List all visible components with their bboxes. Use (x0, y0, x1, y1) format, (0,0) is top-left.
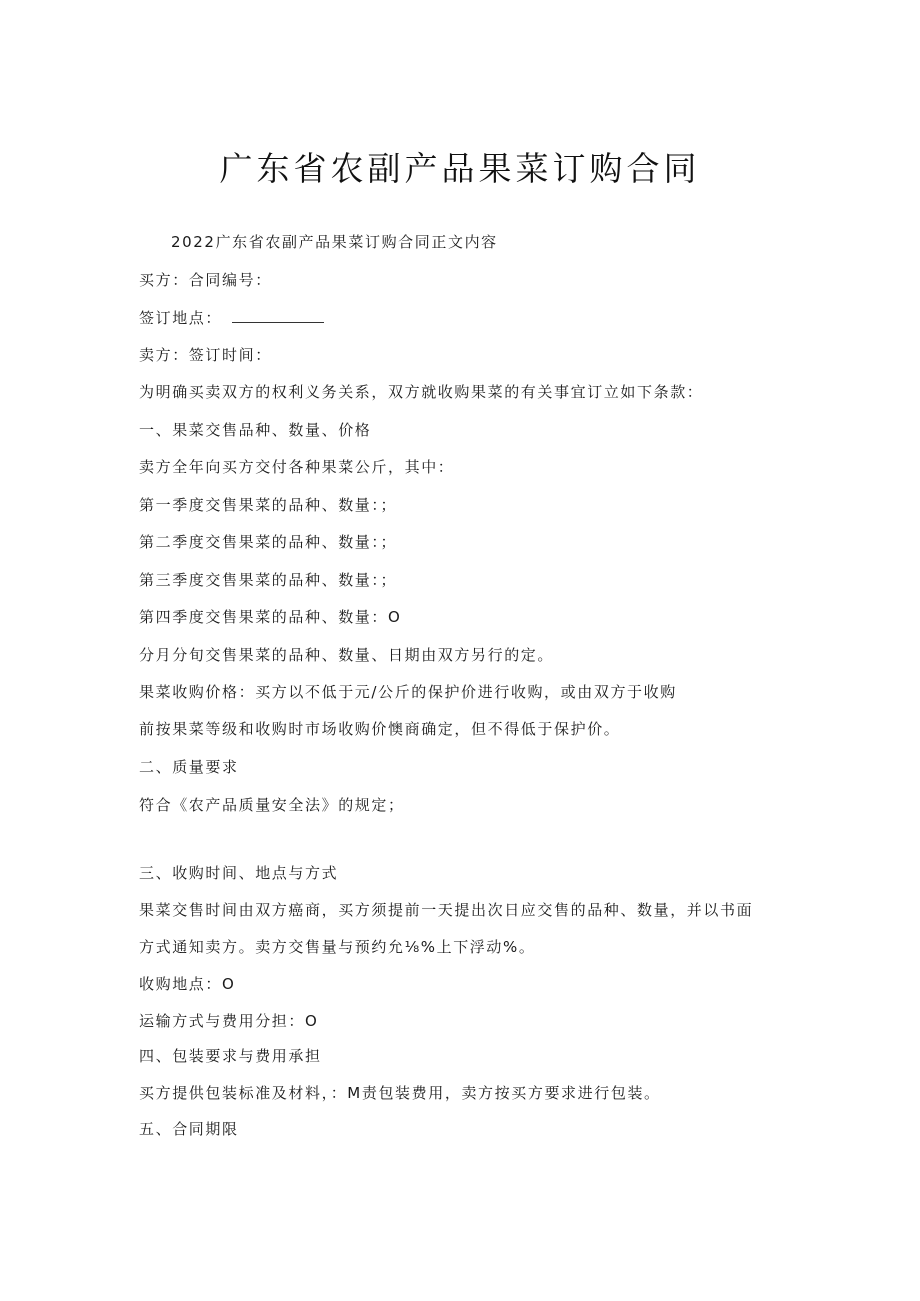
seller-sign-time-line: 卖方：签订时间： (139, 346, 272, 364)
section-2-paragraph-1: 符合《农产品质量安全法》的规定； (139, 796, 405, 814)
preamble-paragraph: 为明确买卖双方的权利义务关系，双方就收购果菜的有关事宜订立如下条款： (139, 383, 704, 401)
section-1-paragraph-2: 分月分旬交售果菜的品种、数量、日期由双方另行的定。 (139, 646, 555, 664)
quarter-2-line: 第二季度交售果菜的品种、数量：； (139, 533, 398, 551)
buyer-contract-no-line: 买方：合同编号： (139, 271, 272, 289)
section-1-paragraph-3a: 果菜收购价格：买方以不低于元/公斤的保护价进行收购，或由双方于收购 (139, 683, 677, 701)
section-4-paragraph-1: 买方提供包装标准及材料，：M责包装费用，卖方按买方要求进行包装。 (139, 1084, 661, 1102)
transport-line: 运输方式与费用分担：O (139, 1012, 319, 1030)
section-3-paragraph-1a: 果菜交售时间由双方癌商，买方须提前一天提出次日应交售的品种、数量，并以书面 (139, 901, 754, 919)
intro-line: 2022广东省农副产品果菜订购合同正文内容 (171, 233, 498, 251)
document-title: 广东省农副产品果菜订购合同 (219, 149, 701, 188)
section-3-heading: 三、收购时间、地点与方式 (139, 864, 339, 882)
sign-place-blank (232, 308, 324, 323)
section-3-paragraph-1b: 方式通知卖方。卖方交售量与预约允⅛%上下浮动%。 (139, 938, 536, 956)
section-2-heading: 二、质量要求 (139, 758, 239, 776)
quarter-4-line: 第四季度交售果菜的品种、数量：O (139, 608, 402, 626)
purchase-place-line: 收购地点：O (139, 975, 236, 993)
section-1-heading: 一、果菜交售品种、数量、价格 (139, 421, 372, 439)
section-4-heading: 四、包装要求与费用承担 (139, 1047, 322, 1065)
sign-place-label: 签订地点： (139, 309, 223, 327)
sign-place-line (139, 308, 324, 328)
section-1-paragraph-1: 卖方全年向买方交付各种果菜公斤，其中： (139, 458, 455, 476)
section-1-paragraph-3b: 前按果菜等级和收购时市场收购价懊商确定，但不得低于保护价。 (139, 720, 621, 738)
quarter-1-line: 第一季度交售果菜的品种、数量：； (139, 496, 398, 514)
section-5-heading: 五、合同期限 (139, 1120, 239, 1138)
quarter-3-line: 第三季度交售果菜的品种、数量：； (139, 571, 398, 589)
